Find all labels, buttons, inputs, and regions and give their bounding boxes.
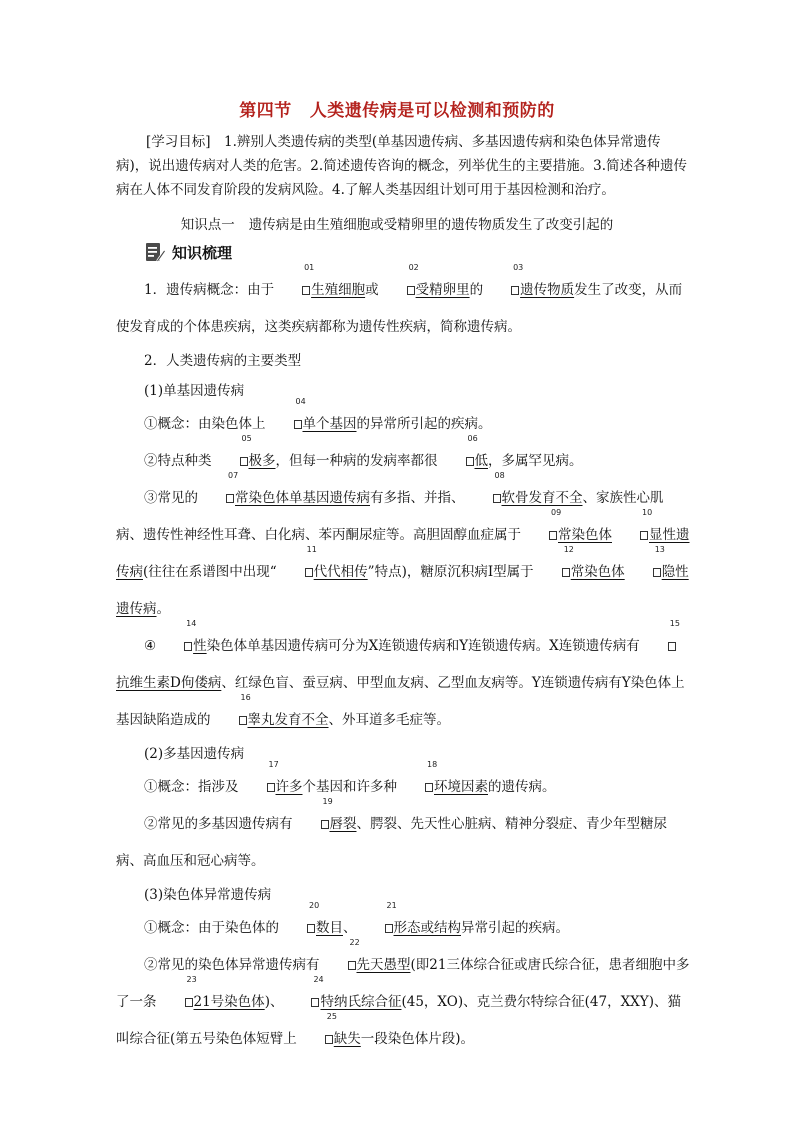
paragraph-multi-gene-concept: ①概念：指涉及 17 许多个基因和许多种 18 环境因素的遗传病。: [116, 769, 690, 806]
blank-06: 06: [438, 443, 475, 480]
blank-22: 22: [320, 947, 357, 984]
blank-02: 02: [379, 272, 416, 309]
blank-01: 01: [274, 272, 311, 309]
blank-18: 18: [397, 769, 434, 806]
blank-04: 04: [266, 406, 303, 443]
paragraph-single-gene-examples: ③常见的 07 常染色体单基因遗传病有多指、并指、 08 软骨发育不全、家族性心肌病、遗传性神经性耳聋、白化病、苯丙酮尿症等。高胆固醇血症属于 09 常染色体 10 显性遗传病(往往在系谱图中出现“ 11 代代相传”特点)，糖原沉积病Ⅰ型属于 12 常染色体 13 隐性遗传病。: [116, 471, 690, 617]
answer-22: 先天愚型: [356, 957, 411, 973]
blank-11: 11: [277, 554, 314, 591]
answer-06: 低: [474, 453, 488, 469]
knowledge-point-heading: [0, 213, 794, 233]
page-title: [0, 96, 794, 121]
blank-08: 08: [465, 480, 502, 517]
blank-24: 24: [283, 984, 320, 1021]
answer-11: 代代相传: [313, 564, 368, 580]
blank-21: 21: [357, 910, 394, 947]
answer-20: 数目: [316, 920, 343, 936]
answer-04: 单个基因: [302, 416, 357, 432]
paragraph-multi-gene-examples: ②常见的多基因遗传病有 19 唇裂、腭裂、先天性心脏病、精神分裂症、青少年型糖尿病、高血压和冠心病等。: [116, 797, 667, 869]
answer-09: 常染色体: [558, 527, 612, 543]
title-text: 人类遗传病是可以检测和预防的: [309, 101, 555, 121]
notebook-pen-icon: [144, 241, 166, 263]
answer-14: 性: [193, 638, 207, 654]
paragraph-sex-linked: ④ 14 性染色体单基因遗传病可分为X连锁遗传病和Y连锁遗传病。X连锁遗传病有 15 抗维生素D佝偻病、红绿色盲、蚕豆病、甲型血友病、乙型血友病等。Y连锁遗传病有Y染色体上基因缺陷造成的 16 睾丸发育不全、外耳道多毛症等。: [116, 628, 690, 739]
answer-01: 生殖细胞: [311, 282, 366, 298]
answer-16: 睾丸发育不全: [247, 712, 329, 728]
paragraph-single-gene-features: ②特点种类 05 极多，但每一种病的发病率都很 06 低，多属罕见病。: [116, 443, 690, 480]
answer-25: 缺失: [333, 1031, 361, 1047]
paragraph-chromosome-examples: ②常见的染色体异常遗传病有 22 先天愚型(即21三体综合征或唐氏综合征，患者细胞中多了一条 23 21号染色体)、 24 特纳氏综合征(45，XO)、克兰费尔特综合征(47，XXY)、猫叫综合征(第五号染色体短臂上 25 缺失一段染色体片段)。: [116, 947, 690, 1058]
knowledge-point-label: 知识点一: [180, 217, 235, 233]
paragraph-types-heading: 2．人类遗传病的主要类型: [144, 353, 302, 369]
blank-03: 03: [483, 272, 520, 309]
answer-13: 隐性遗传病: [116, 564, 689, 617]
section-heading: [144, 239, 232, 265]
blank-07: 07: [198, 480, 235, 517]
paragraph-single-gene-heading: (1)单基因遗传病: [144, 383, 245, 399]
paragraph-chromosome-concept: ①概念：由于染色体的 20 数目、 21 形态或结构异常引起的疾病。: [116, 910, 690, 947]
answer-02: 受精卵里: [415, 282, 470, 298]
paragraph-definition: 1．遗传病概念：由于 01 生殖细胞或 02 受精卵里的 03 遗传物质发生了改变，从而使发育成的个体患疾病，这类疾病都称为遗传性疾病，简称遗传病。: [116, 263, 683, 335]
blank-09: 09: [521, 517, 558, 554]
paragraph-single-gene-concept: ①概念：由染色体上 04 单个基因的异常所引起的疾病。: [116, 406, 690, 443]
blank-23: 23: [157, 984, 194, 1021]
answer-15: 抗维生素D佝偻病: [116, 675, 222, 691]
learning-objectives: [学习目标] 1.辨别人类遗传病的类型(单基因遗传病、多基因遗传病和染色体异常遗传病)，说出遗传病对人类的危害。2.简述遗传咨询的概念，列举优生的主要措施。3.简述各种遗传病在人体不同发育阶段的发病风险。4.了解人类基因组计划可用于基因检测和治疗。: [116, 134, 688, 198]
answer-23: 21号染色体: [193, 994, 265, 1010]
blank-10: 10: [612, 517, 649, 554]
knowledge-point-text: 遗传病是由生殖细胞或受精卵里的遗传物质发生了改变引起的: [248, 217, 614, 233]
answer-19: 唇裂: [329, 816, 357, 832]
answer-10: 显性遗传病: [116, 527, 690, 580]
answer-08: 软骨发育不全: [501, 490, 583, 506]
answer-07: 常染色体单基因遗传病: [235, 490, 370, 506]
content-body: [116, 263, 690, 1058]
answer-05: 极多: [248, 453, 276, 469]
blank-25: 25: [297, 1021, 334, 1058]
paragraph-multi-gene-heading: (2)多基因遗传病: [144, 746, 245, 762]
answer-18: 环境因素: [434, 779, 488, 795]
answer-12: 常染色体: [570, 564, 625, 580]
blank-17: 17: [239, 769, 276, 806]
blank-14: 14: [156, 628, 193, 665]
answer-24: 特纳氏综合征: [320, 994, 402, 1010]
blank-16: 16: [211, 702, 248, 739]
blank-19: 19: [293, 806, 330, 843]
blank-13: 13: [625, 554, 662, 591]
paragraph-chromosome-heading: (3)染色体异常遗传病: [144, 887, 272, 903]
blank-15: 15: [640, 628, 677, 665]
blank-12: 12: [534, 554, 571, 591]
blank-05: 05: [212, 443, 249, 480]
section-label: 知识梳理: [172, 243, 233, 262]
answer-21: 形态或结构: [393, 920, 461, 936]
answer-17: 许多: [275, 779, 303, 795]
blank-20: 20: [279, 910, 316, 947]
answer-03: 遗传物质: [520, 282, 575, 298]
title-section-number: 第四节: [239, 101, 292, 121]
